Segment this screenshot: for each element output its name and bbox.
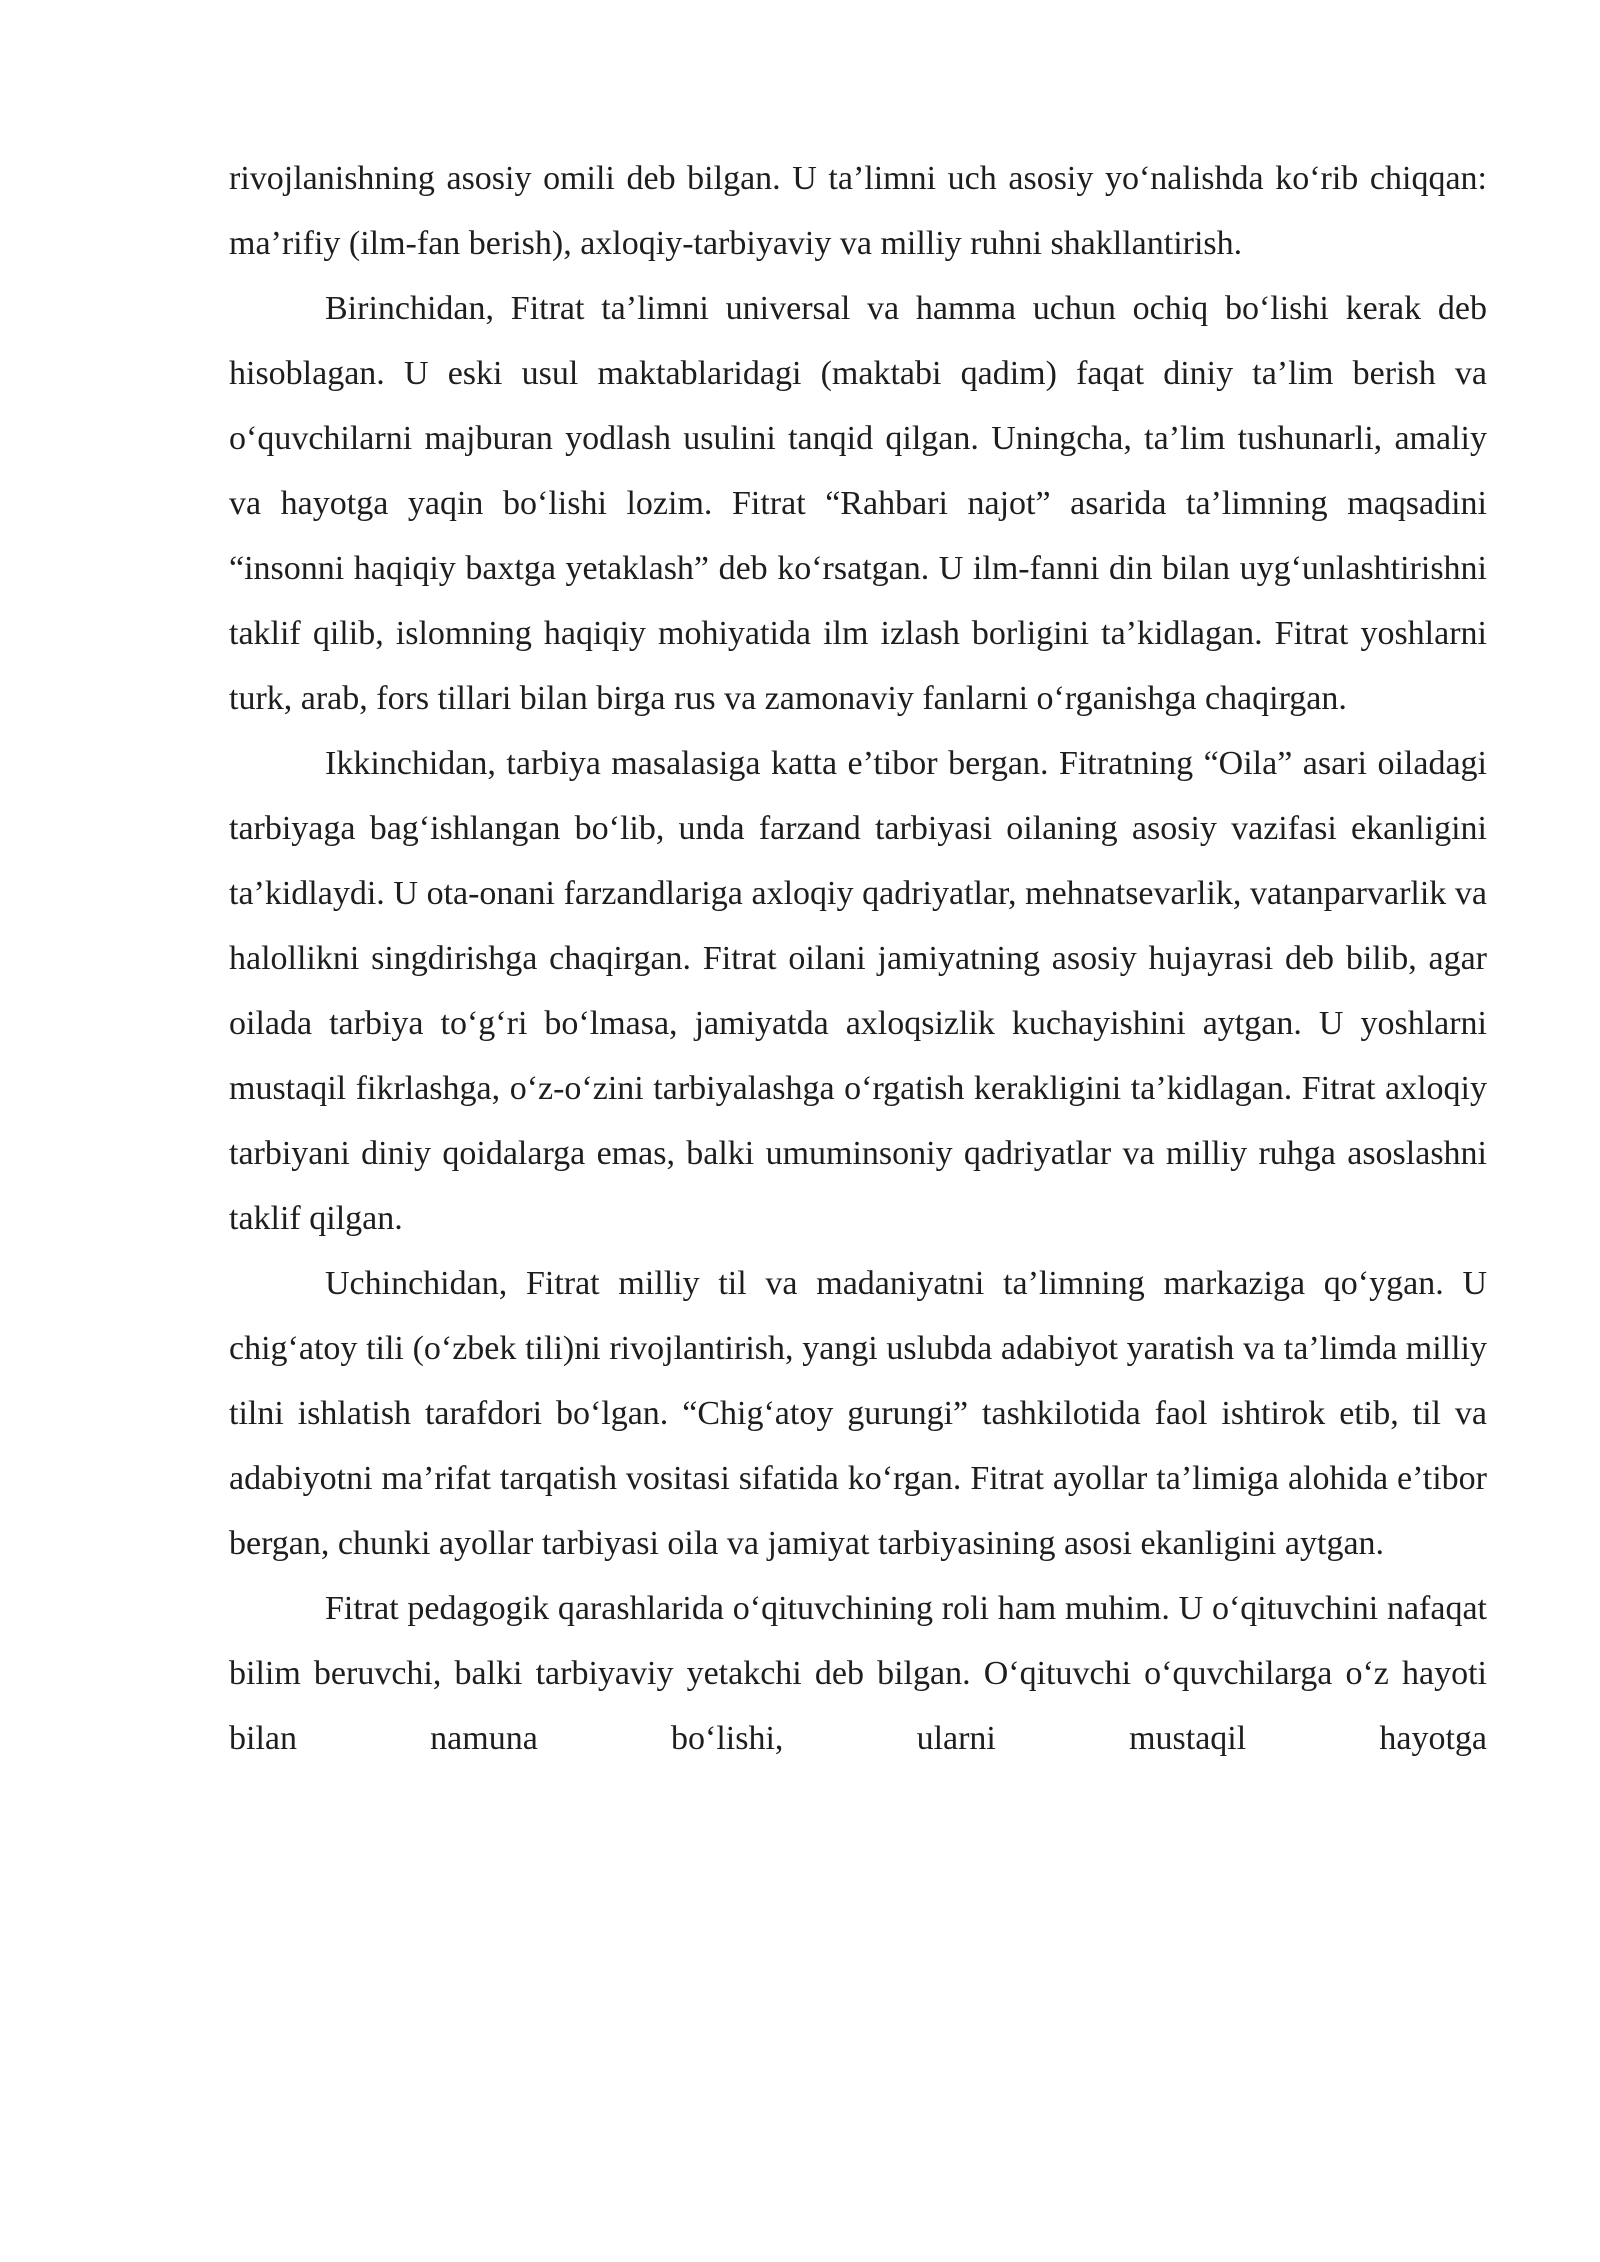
- paragraph-ikkinchidan: Ikkinchidan, tarbiya masalasiga katta e’tibor bergan. Fitratning “Oila” asari oiladagi tarbiyaga bag‘ishlangan bo‘lib, unda farzand tarbiyasi oilaning asosiy vazifasi ekanligini ta’kidlaydi. U ota-onani farzandlariga axloqiy qadriyatlar, mehnatsevarlik, vatanparvarlik va halollikni singdirishga chaqirgan. Fitrat oilani jamiyatning asosiy hujayrasi deb bilib, agar oilada tarbiya to‘g‘ri bo‘lmasa, jamiyatda axloqsizlik kuchayishini aytgan. U yoshlarni mustaqil fikrlashga, o‘z-o‘zini tarbiyalashga o‘rgatish kerakligini ta’kidlagan. Fitrat axloqiy tarbiyani diniy qoidalarga emas, balki umuminsoniy qadriyatlar va milliy ruhga asoslashni taklif qilgan.: [229, 745, 1487, 1237]
- paragraph-uchinchidan: Uchinchidan, Fitrat milliy til va madaniyatni ta’limning markaziga qo‘ygan. U chig‘atoy tili (o‘zbek tili)ni rivojlantirish, yangi uslubda adabiyot yaratish va ta’limda milliy tilni ishlatish tarafdori bo‘lgan. “Chig‘atoy gurungi” tashkilotida faol ishtirok etib, til va adabiyotni ma’rifat tarqatish vositasi sifatida ko‘rgan. Fitrat ayollar ta’limiga alohida e’tibor bergan, chunki ayollar tarbiyasi oila va jamiyat tarbiyasining asosi ekanligini aytgan.: [229, 1265, 1487, 1562]
- paragraph-oqituvchi-roli: Fitrat pedagogik qarashlarida o‘qituvchining roli ham muhim. U o‘qituvchini nafaqat bilim beruvchi, balki tarbiyaviy yetakchi deb bilgan. O‘qituvchi o‘quvchilarga o‘z hayoti bilan namuna bo‘lishi, ularni mustaqil hayotga: [229, 1590, 1487, 1757]
- document-body: [229, 146, 1487, 1771]
- paragraph-birinchidan: Birinchidan, Fitrat ta’limni universal va hamma uchun ochiq bo‘lishi kerak deb hisoblagan. U eski usul maktablaridagi (maktabi qadim) faqat diniy ta’lim berish va o‘quvchilarni majburan yodlash usulini tanqid qilgan. Uningcha, ta’lim tushunarli, amaliy va hayotga yaqin bo‘lishi lozim. Fitrat “Rahbari najot” asarida ta’limning maqsadini “insonni haqiqiy baxtga yetaklash” deb ko‘rsatgan. U ilm-fanni din bilan uyg‘unlashtirishni taklif qilib, islomning haqiqiy mohiyatida ilm izlash borligini ta’kidlagan. Fitrat yoshlarni turk, arab, fors tillari bilan birga rus va zamonaviy fanlarni o‘rganishga chaqirgan.: [229, 290, 1487, 717]
- paragraph-continuation: rivojlanishning asosiy omili deb bilgan. U ta’limni uch asosiy yo‘nalishda ko‘rib chiqqan: ma’rifiy (ilm-fan berish), axloqiy-tarbiyaviy va milliy ruhni shakllantirish.: [229, 160, 1487, 262]
